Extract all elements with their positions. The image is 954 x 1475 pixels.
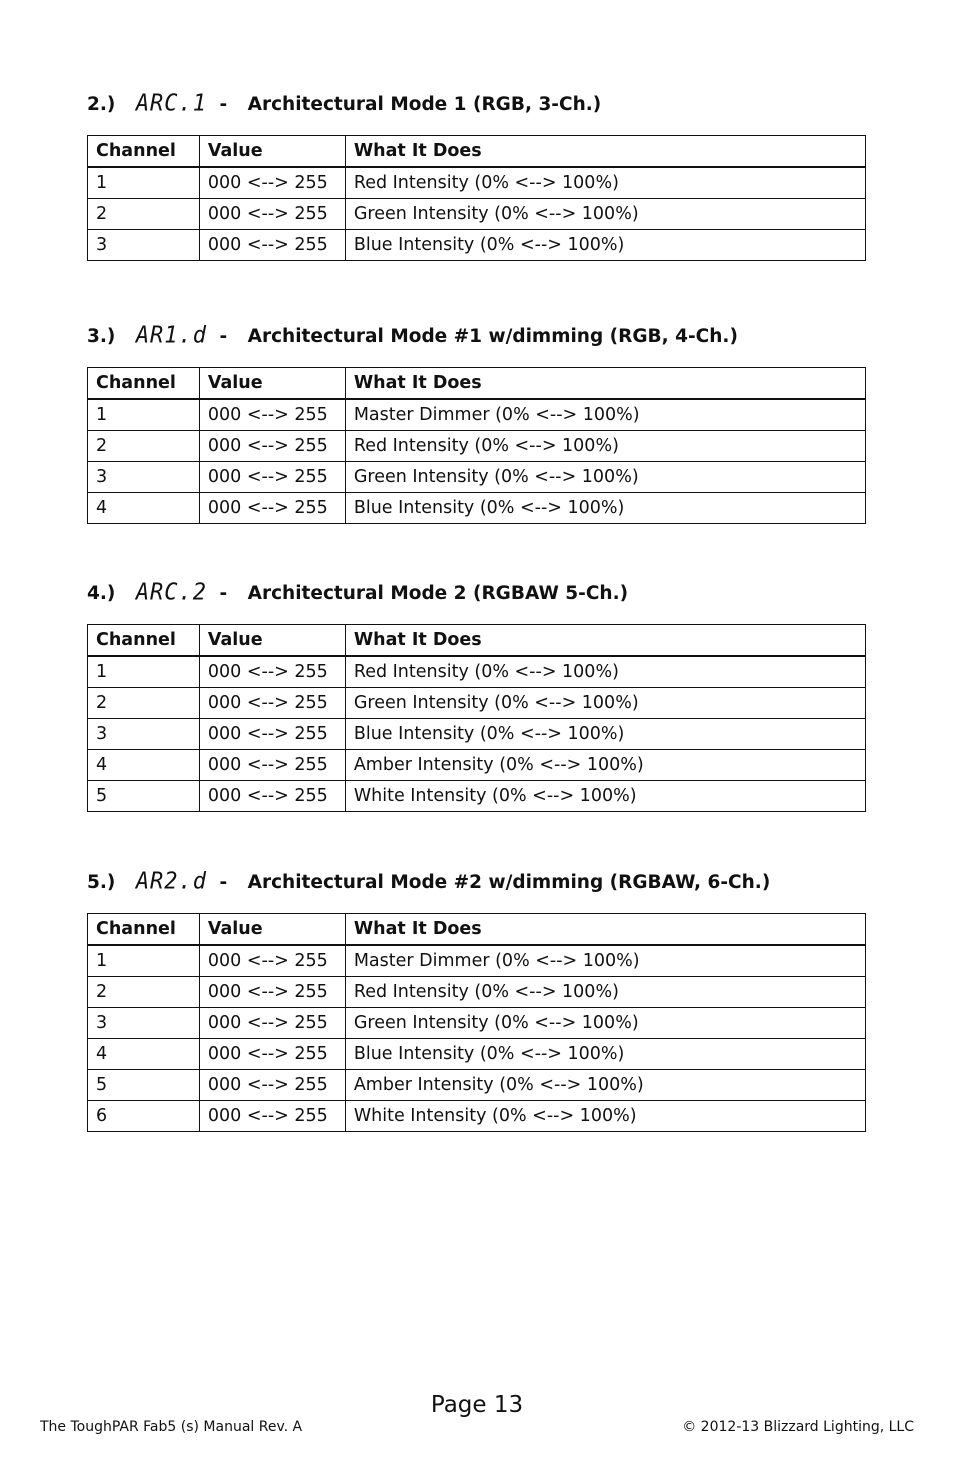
cell-function: Blue Intensity (0% <--> 100%) [345,230,865,261]
section-ar1d [87,321,866,524]
table-row [88,230,866,261]
table-row [88,1039,866,1070]
cell-channel: 2 [88,688,200,719]
table-row [88,977,866,1008]
section-arc1 [87,89,866,261]
lcd-mode-code: AR2.d [135,868,208,895]
cell-value: 000 <--> 255 [199,719,345,750]
cell-function: Amber Intensity (0% <--> 100%) [345,750,865,781]
cell-channel: 1 [88,399,200,431]
section-number: 3.) [87,326,116,347]
table-row [88,719,866,750]
cell-channel: 5 [88,1070,200,1101]
dmx-table [87,367,866,524]
cell-value: 000 <--> 255 [199,781,345,812]
table-row [88,199,866,230]
dmx-table [87,135,866,261]
cell-function: Amber Intensity (0% <--> 100%) [345,1070,865,1101]
table-row [88,493,866,524]
cell-function: Red Intensity (0% <--> 100%) [345,431,865,462]
cell-channel: 2 [88,977,200,1008]
cell-value: 000 <--> 255 [199,1008,345,1039]
lcd-mode-code: ARC.2 [135,579,208,606]
header-channel: Channel [88,368,200,400]
table-row [88,688,866,719]
section-heading [87,867,866,897]
cell-function: Red Intensity (0% <--> 100%) [345,656,865,688]
cell-value: 000 <--> 255 [199,399,345,431]
cell-function: White Intensity (0% <--> 100%) [345,1101,865,1132]
header-channel: Channel [88,625,200,657]
table-row [88,750,866,781]
header-channel: Channel [88,136,200,168]
table-header-row [88,368,866,400]
cell-function: Green Intensity (0% <--> 100%) [345,462,865,493]
table-row [88,431,866,462]
cell-channel: 5 [88,781,200,812]
cell-value: 000 <--> 255 [199,1039,345,1070]
section-title: Architectural Mode #1 w/dimming (RGB, 4-Ch.) [247,326,738,347]
table-header-row [88,625,866,657]
header-function: What It Does [345,368,865,400]
cell-function: Master Dimmer (0% <--> 100%) [345,399,865,431]
header-value: Value [199,136,345,168]
cell-value: 000 <--> 255 [199,199,345,230]
header-value: Value [199,625,345,657]
cell-value: 000 <--> 255 [199,1070,345,1101]
header-function: What It Does [345,625,865,657]
header-channel: Channel [88,914,200,946]
section-heading [87,89,866,119]
table-row [88,781,866,812]
table-row [88,656,866,688]
cell-value: 000 <--> 255 [199,945,345,977]
section-arc2 [87,578,866,812]
cell-value: 000 <--> 255 [199,977,345,1008]
section-number: 2.) [87,94,116,115]
cell-channel: 3 [88,462,200,493]
table-row [88,1101,866,1132]
cell-function: White Intensity (0% <--> 100%) [345,781,865,812]
cell-function: Red Intensity (0% <--> 100%) [345,167,865,199]
header-function: What It Does [345,914,865,946]
cell-value: 000 <--> 255 [199,431,345,462]
table-row [88,462,866,493]
cell-value: 000 <--> 255 [199,462,345,493]
footer-copyright: © 2012-13 Blizzard Lighting, LLC [682,1419,914,1435]
table-row [88,1008,866,1039]
cell-value: 000 <--> 255 [199,230,345,261]
cell-channel: 6 [88,1101,200,1132]
section-heading [87,578,866,608]
table-row [88,945,866,977]
cell-value: 000 <--> 255 [199,656,345,688]
table-row [88,167,866,199]
cell-channel: 2 [88,199,200,230]
cell-channel: 3 [88,1008,200,1039]
cell-channel: 3 [88,719,200,750]
header-function: What It Does [345,136,865,168]
header-value: Value [199,368,345,400]
page-number: Page 13 [430,1392,524,1418]
cell-function: Blue Intensity (0% <--> 100%) [345,493,865,524]
heading-dash: - [219,583,228,604]
cell-function: Green Intensity (0% <--> 100%) [345,688,865,719]
cell-channel: 3 [88,230,200,261]
cell-value: 000 <--> 255 [199,688,345,719]
section-title: Architectural Mode 2 (RGBAW 5-Ch.) [247,583,629,604]
dmx-table [87,913,866,1132]
heading-dash: - [219,94,228,115]
footer-manual-title: The ToughPAR Fab5 (s) Manual Rev. A [40,1419,303,1435]
cell-value: 000 <--> 255 [199,493,345,524]
cell-channel: 1 [88,656,200,688]
section-number: 4.) [87,583,116,604]
table-header-row [88,914,866,946]
cell-channel: 1 [88,945,200,977]
section-ar2d [87,867,866,1132]
section-number: 5.) [87,872,116,893]
section-title: Architectural Mode #2 w/dimming (RGBAW, 6-Ch.) [247,872,771,893]
cell-function: Blue Intensity (0% <--> 100%) [345,1039,865,1070]
table-header-row [88,136,866,168]
section-heading [87,321,866,351]
lcd-mode-code: AR1.d [135,322,208,349]
dmx-table [87,624,866,812]
lcd-mode-code: ARC.1 [135,90,208,117]
cell-function: Blue Intensity (0% <--> 100%) [345,719,865,750]
cell-value: 000 <--> 255 [199,1101,345,1132]
heading-dash: - [219,872,228,893]
cell-value: 000 <--> 255 [199,167,345,199]
cell-channel: 1 [88,167,200,199]
cell-function: Red Intensity (0% <--> 100%) [345,977,865,1008]
header-value: Value [199,914,345,946]
table-row [88,399,866,431]
cell-function: Green Intensity (0% <--> 100%) [345,1008,865,1039]
cell-channel: 2 [88,431,200,462]
heading-dash: - [219,326,228,347]
cell-channel: 4 [88,493,200,524]
cell-value: 000 <--> 255 [199,750,345,781]
cell-channel: 4 [88,750,200,781]
section-title: Architectural Mode 1 (RGB, 3-Ch.) [247,94,602,115]
cell-channel: 4 [88,1039,200,1070]
cell-function: Green Intensity (0% <--> 100%) [345,199,865,230]
table-row [88,1070,866,1101]
cell-function: Master Dimmer (0% <--> 100%) [345,945,865,977]
